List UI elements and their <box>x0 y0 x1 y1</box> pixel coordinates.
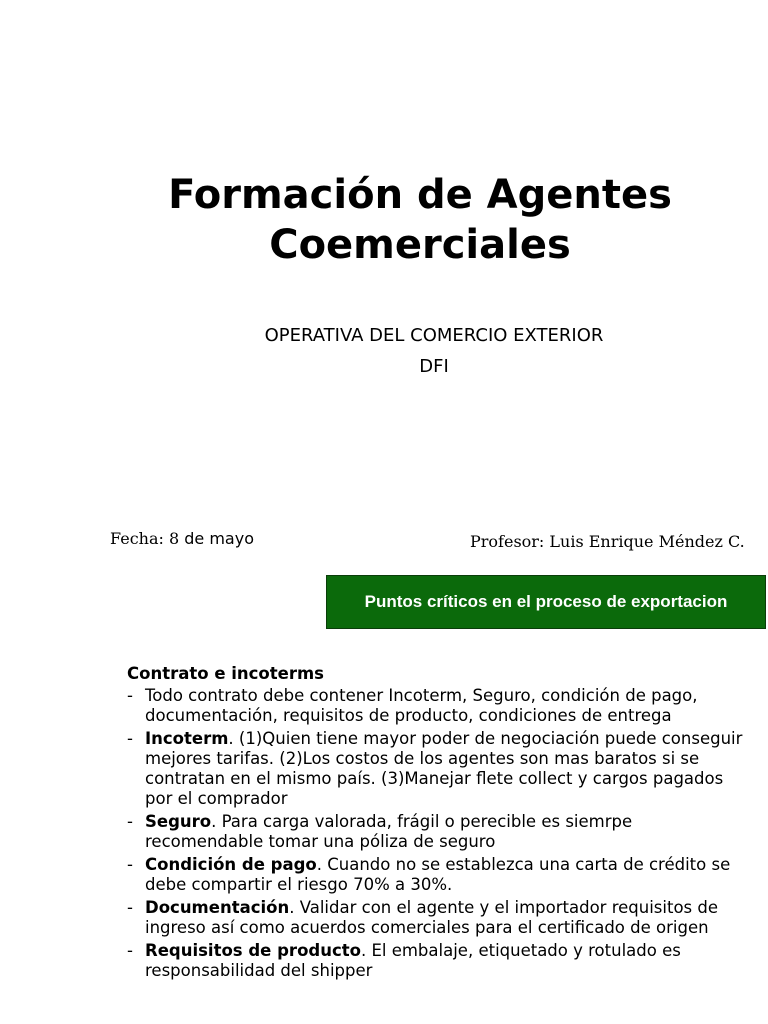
list-item <box>127 729 752 809</box>
list-item <box>127 898 752 938</box>
list-text: . Validar con el agente y el importador requisitos de ingreso así como acuerdos comerciales para el certificado de origen <box>145 898 719 937</box>
list-term: Documentación <box>145 898 290 917</box>
date-value: de mayo <box>179 529 254 548</box>
list-term: Seguro <box>145 812 212 831</box>
subtitle-dept: DFI <box>419 356 449 377</box>
list-term: Requisitos de producto <box>145 941 361 960</box>
date-line <box>110 529 254 549</box>
section-heading: Contrato e incoterms <box>127 664 325 683</box>
list-text: . Cuando no se establezca una carta de crédito se debe compartir el riesgo 70% a 30%. <box>145 855 731 894</box>
list-item <box>127 941 752 981</box>
list-dash: - <box>127 898 133 917</box>
section-banner <box>326 575 766 629</box>
list-text: . Para carga valorada, frágil o perecible es siemrpe recomendable tomar una póliza de seguro <box>145 812 633 851</box>
list-dash: - <box>127 855 133 874</box>
subtitle-course: OPERATIVA DEL COMERCIO EXTERIOR <box>264 325 604 346</box>
list-term: Incoterm <box>145 729 229 748</box>
list-text: . El embalaje, etiquetado y rotulado es responsabilidad del shipper <box>145 941 681 980</box>
list-dash: - <box>127 686 133 705</box>
points-list <box>127 686 752 981</box>
list-dash: - <box>127 729 133 748</box>
list-term: Condición de pago <box>145 855 317 874</box>
title-line-1: Formación de Agentes <box>168 172 672 218</box>
title-line-2: Coemerciales <box>269 222 571 268</box>
page-title <box>60 170 768 270</box>
list-item <box>127 686 752 726</box>
list-dash: - <box>127 941 133 960</box>
date-label: Fecha: 8 <box>110 529 180 548</box>
list-text: . (1)Quien tiene mayor poder de negociación puede conseguir mejores tarifas. (2)Los costos de los agentes son mas baratos si se contratan en el mismo país. (3)Manejar flete collect y cargos pagados por el comprador <box>145 729 743 808</box>
professor-line: Profesor: Luis Enrique Méndez C. <box>470 532 745 551</box>
content-body <box>127 664 752 984</box>
list-item <box>127 812 752 852</box>
list-dash: - <box>127 812 133 831</box>
list-item <box>127 855 752 895</box>
section-banner-text: Puntos críticos en el proceso de exportacion <box>364 592 728 611</box>
list-text: Todo contrato debe contener Incoterm, Seguro, condición de pago, documentación, requisitos de producto, condiciones de entrega <box>145 686 698 725</box>
